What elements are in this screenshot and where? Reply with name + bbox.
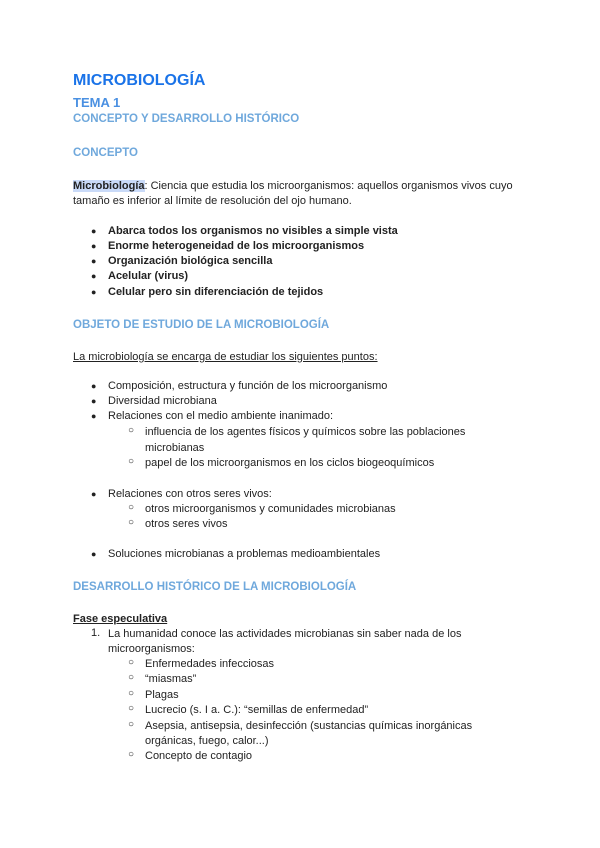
bullet-icon: ● (91, 489, 97, 499)
list-item: “miasmas” (145, 673, 197, 685)
list-item: papel de los microorganismos en los ciclos biogeoquímicos (145, 457, 435, 469)
list-item: Enorme heterogeneidad de los microorganismos (108, 240, 365, 252)
list-item: Celular pero sin diferenciación de tejidos (108, 286, 324, 298)
list-item-continuation: microorganismos: (108, 643, 195, 655)
list-item: Plagas (145, 689, 179, 701)
circle-bullet-icon: ○ (128, 688, 135, 699)
bullet-icon: ● (91, 226, 97, 236)
list-item: Asepsia, antisepsia, desinfección (sustancias químicas inorgánicas (145, 720, 473, 732)
circle-bullet-icon: ○ (128, 425, 135, 436)
fase-heading: Fase especulativa (73, 613, 168, 625)
bullet-icon: ● (91, 411, 97, 421)
definition-line-2: tamaño es inferior al límite de resolución del ojo humano. (73, 195, 352, 207)
list-item: Acelular (virus) (108, 270, 189, 282)
list-item: Enfermedades infecciosas (145, 658, 275, 670)
circle-bullet-icon: ○ (128, 719, 135, 730)
doc-subtitle: CONCEPTO Y DESARROLLO HISTÓRICO (73, 113, 300, 125)
list-item: Diversidad microbiana (108, 395, 217, 407)
list-item: Concepto de contagio (145, 750, 253, 762)
term-microbiologia: Microbiología (73, 180, 145, 192)
objeto-intro: La microbiología se encarga de estudiar los siguientes puntos: (73, 351, 378, 363)
definition-line-1: Microbiología: Ciencia que estudia los microorganismos: aquellos organismos vivos cuyo (73, 180, 513, 192)
circle-bullet-icon: ○ (128, 703, 135, 714)
list-item: Composición, estructura y función de los microorganismo (108, 380, 388, 392)
list-item: otros seres vivos (145, 518, 228, 530)
list-item: Soluciones microbianas a problemas medioambientales (108, 548, 381, 560)
list-item-continuation: microbianas (145, 442, 205, 454)
list-item: Organización biológica sencilla (108, 255, 273, 267)
list-item-continuation: orgánicas, fuego, calor...) (145, 735, 269, 747)
list-item: Abarca todos los organismos no visibles a simple vista (108, 225, 398, 237)
desarrollo-heading: DESARROLLO HISTÓRICO DE LA MICROBIOLOGÍA (73, 581, 357, 593)
tema-heading: TEMA 1 (73, 95, 121, 110)
circle-bullet-icon: ○ (128, 502, 135, 513)
circle-bullet-icon: ○ (128, 749, 135, 760)
list-number: 1. (91, 627, 101, 639)
bullet-icon: ● (91, 241, 97, 251)
objeto-heading: OBJETO DE ESTUDIO DE LA MICROBIOLOGÍA (73, 319, 330, 331)
circle-bullet-icon: ○ (128, 672, 135, 683)
list-item: La humanidad conoce las actividades microbianas sin saber nada de los (108, 628, 462, 640)
concepto-heading: CONCEPTO (73, 147, 138, 159)
bullet-icon: ● (91, 549, 97, 559)
list-item: Lucrecio (s. I a. C.): “semillas de enfermedad” (145, 704, 369, 716)
doc-title: MICROBIOLOGÍA (73, 72, 206, 89)
list-item: Relaciones con otros seres vivos: (108, 488, 272, 500)
bullet-icon: ● (91, 381, 97, 391)
bullet-icon: ● (91, 287, 97, 297)
list-item: otros microorganismos y comunidades microbianas (145, 503, 396, 515)
circle-bullet-icon: ○ (128, 657, 135, 668)
list-item: Relaciones con el medio ambiente inanimado: (108, 410, 334, 422)
circle-bullet-icon: ○ (128, 517, 135, 528)
bullet-icon: ● (91, 256, 97, 266)
bullet-icon: ● (91, 271, 97, 281)
bullet-icon: ● (91, 396, 97, 406)
list-item: influencia de los agentes físicos y químicos sobre las poblaciones (145, 426, 466, 438)
circle-bullet-icon: ○ (128, 456, 135, 467)
